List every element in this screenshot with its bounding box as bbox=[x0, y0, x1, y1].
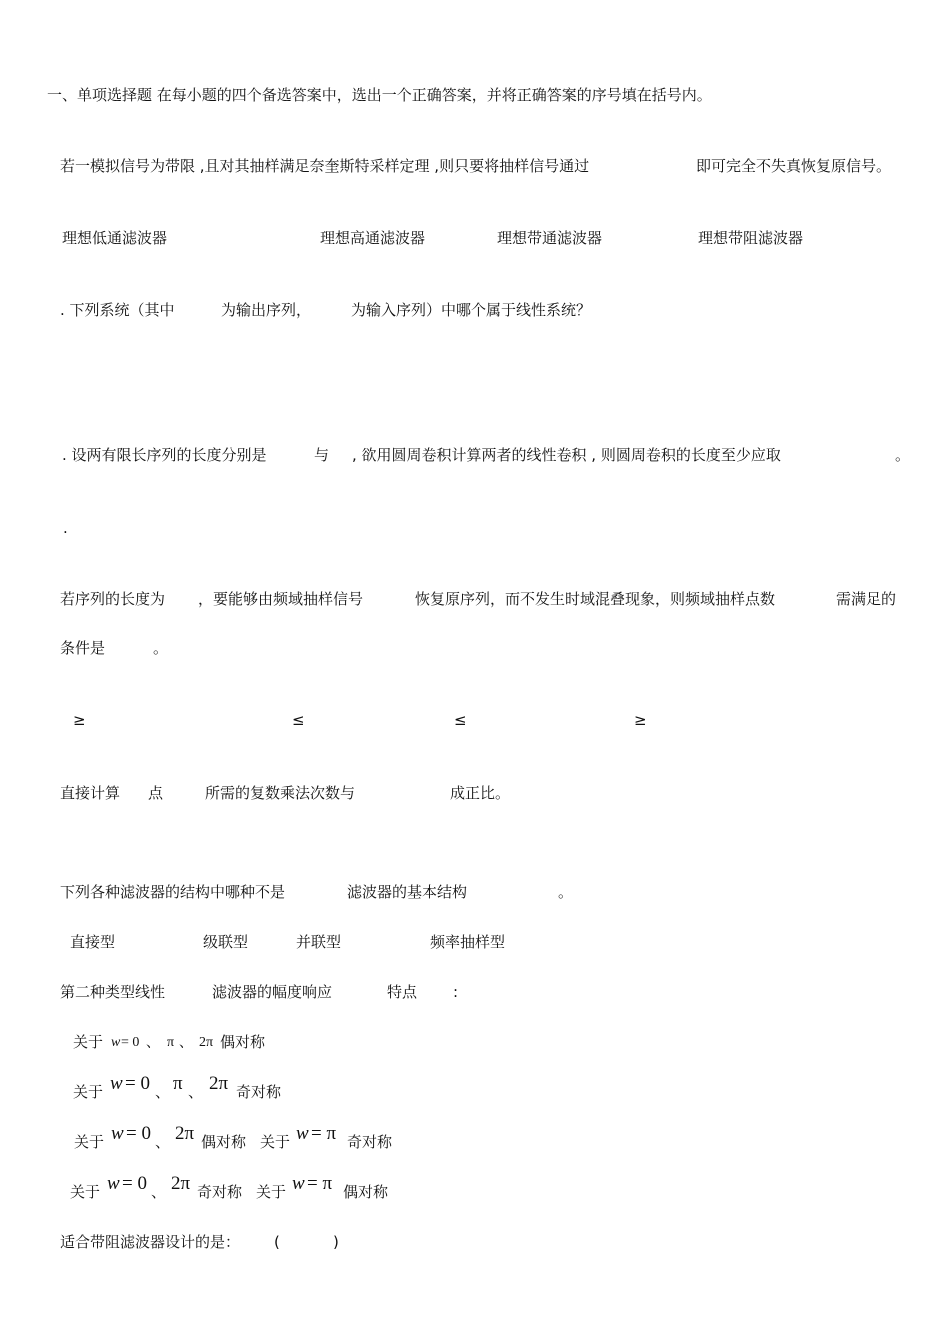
q2-stem-part2: 为输出序列， bbox=[221, 301, 312, 319]
q5-stem-part4: 需满足的 bbox=[836, 590, 897, 608]
q8d-2pi: 2π bbox=[171, 1173, 191, 1194]
q8c-sep1: 、 bbox=[155, 1133, 171, 1151]
q9-stem: 适合带阻滤波器设计的是： bbox=[60, 1233, 241, 1251]
q5-option-a: ≥ bbox=[73, 711, 86, 729]
q8d-guanyu2: 关于 bbox=[256, 1183, 287, 1201]
q8a-pi: π bbox=[167, 1035, 175, 1050]
q3-stem-part2: 与 bbox=[314, 446, 330, 464]
q7-stem-part3: 。 bbox=[558, 883, 574, 901]
q7-option-d: 频率抽样型 bbox=[430, 933, 506, 951]
q7-option-b: 级联型 bbox=[203, 933, 249, 951]
q5-option-b: ≤ bbox=[292, 711, 305, 729]
q8a-eq0: = 0 bbox=[121, 1035, 140, 1050]
q8d-eq0: = 0 bbox=[122, 1173, 147, 1194]
q4-number-dot: . bbox=[63, 519, 68, 537]
q2-stem-part3: 为输入序列）中哪个属于线性系统？ bbox=[351, 301, 592, 319]
q5-stem-part1: 若序列的长度为 bbox=[60, 590, 166, 608]
section-header: 一、单项选择题 在每小题的四个备选答案中，选出一个正确答案，并将正确答案的序号填在括号内。 bbox=[47, 86, 712, 104]
q8-stem-part3: 特点 bbox=[387, 983, 418, 1001]
q8b-pi: π bbox=[173, 1073, 183, 1094]
q8a-guanyu: 关于 bbox=[73, 1033, 104, 1051]
q8a-sep1: 、 bbox=[146, 1035, 160, 1051]
q6-stem-part3: 所需的复数乘法次数与 bbox=[205, 784, 356, 802]
q8d-sep1: 、 bbox=[151, 1183, 167, 1201]
q1-option-a: 理想低通滤波器 bbox=[62, 229, 168, 247]
q8d-w2: w bbox=[292, 1173, 305, 1194]
q8c-w2: w bbox=[296, 1123, 309, 1144]
q7-stem-part1: 下列各种滤波器的结构中哪种不是 bbox=[60, 883, 286, 901]
q5-stem-part2: ，要能够由频域抽样信号 bbox=[198, 590, 364, 608]
q8b-eq0: = 0 bbox=[125, 1073, 150, 1094]
q5-option-d: ≥ bbox=[634, 711, 647, 729]
q5-stem-part5: 条件是 bbox=[60, 639, 106, 657]
q6-stem-part1: 直接计算 bbox=[60, 784, 121, 802]
q8c-tail2: 奇对称 bbox=[347, 1133, 393, 1151]
q8d-eqpi: = π bbox=[307, 1173, 333, 1194]
q1-stem-part2: 即可完全不失真恢复原信号。 bbox=[696, 157, 892, 175]
q8-stem-part1: 第二种类型线性 bbox=[60, 983, 166, 1001]
q3-stem-part4: 。 bbox=[895, 446, 911, 464]
q5-stem-part6: 。 bbox=[153, 639, 169, 657]
q8b-guanyu: 关于 bbox=[73, 1083, 104, 1101]
q8c-eqpi: = π bbox=[311, 1123, 337, 1144]
q8c-guanyu: 关于 bbox=[74, 1133, 105, 1151]
q5-stem-part3: 恢复原序列，而不发生时域混叠现象，则频域抽样点数 bbox=[415, 590, 776, 608]
q8b-sep1: 、 bbox=[155, 1083, 171, 1101]
q8-stem-part2: 滤波器的幅度响应 bbox=[212, 983, 333, 1001]
q8b-tail: 奇对称 bbox=[236, 1083, 282, 1101]
q8a-sep2: 、 bbox=[179, 1035, 193, 1051]
q8b-2pi: 2π bbox=[209, 1073, 229, 1094]
q8c-tail: 偶对称 bbox=[201, 1133, 247, 1151]
q8a-tail: 偶对称 bbox=[220, 1033, 266, 1051]
q8-stem-part4: : bbox=[453, 983, 459, 1001]
q6-stem-part4: 成正比。 bbox=[450, 784, 511, 802]
q1-stem-part1: 若一模拟信号为带限 ,且对其抽样满足奈奎斯特采样定理 ,则只要将抽样信号通过 bbox=[60, 157, 590, 175]
q6-stem-part2: 点 bbox=[148, 784, 164, 802]
q1-option-c: 理想带通滤波器 bbox=[497, 229, 603, 247]
q8d-tail2: 偶对称 bbox=[343, 1183, 389, 1201]
q7-option-c: 并联型 bbox=[296, 933, 342, 951]
q8b-w: w bbox=[110, 1073, 123, 1094]
q9-paren-close: ) bbox=[333, 1233, 339, 1251]
q1-option-b: 理想高通滤波器 bbox=[320, 229, 426, 247]
q8c-eq0: = 0 bbox=[126, 1123, 151, 1144]
q9-paren-open: ( bbox=[274, 1233, 280, 1251]
q8c-guanyu2: 关于 bbox=[260, 1133, 291, 1151]
q5-option-c: ≤ bbox=[454, 711, 467, 729]
q8c-w: w bbox=[111, 1123, 124, 1144]
q1-option-d: 理想带阻滤波器 bbox=[698, 229, 804, 247]
q3-stem-part1: . 设两有限长序列的长度分别是 bbox=[62, 446, 267, 464]
q8b-sep2: 、 bbox=[188, 1083, 204, 1101]
q7-stem-part2: 滤波器的基本结构 bbox=[347, 883, 468, 901]
q8d-tail: 奇对称 bbox=[197, 1183, 243, 1201]
q7-option-a: 直接型 bbox=[70, 933, 116, 951]
q3-stem-part3: , 欲用圆周卷积计算两者的线性卷积 , 则圆周卷积的长度至少应取 bbox=[352, 446, 781, 464]
q8d-w: w bbox=[107, 1173, 120, 1194]
q8d-guanyu: 关于 bbox=[70, 1183, 101, 1201]
q8a-2pi: 2π bbox=[199, 1035, 214, 1050]
q2-stem-part1: . 下列系统（其中 bbox=[60, 301, 175, 319]
q8a-w: w bbox=[111, 1035, 121, 1050]
q8c-2pi: 2π bbox=[175, 1123, 195, 1144]
